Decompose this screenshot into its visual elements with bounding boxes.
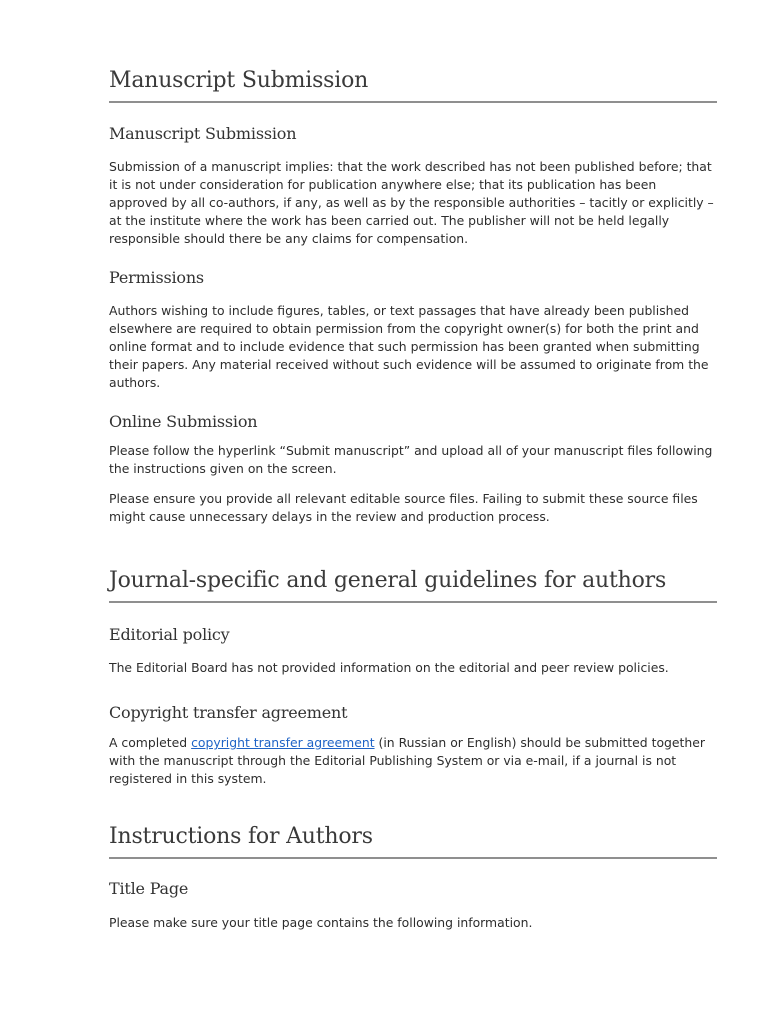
copyright-suffix-text: (in Russian or English) should be submitted together with the manuscript through the Editorial Publishing System or via e-mail, if a journal is not registered in this system. (109, 735, 705, 786)
section-heading-manuscript-submission: Manuscript Submission (109, 68, 717, 103)
paragraph-manuscript-submission: Submission of a manuscript implies: that the work described has not been published before; that it is not under consideration for publication anywhere else; that its publication has been approved by all co-authors, if any, as well as by the responsible authorities – tacitly or explicitly – at the institute where the work has been carried out. The publisher will not be held legally responsible should there be any claims for compensation. (109, 159, 714, 246)
copyright-prefix-text: A completed (109, 735, 192, 750)
copyright-transfer-agreement-link[interactable]: copyright transfer agreement (191, 735, 375, 750)
paragraph-title-page: Please make sure your title page contains the following information. (109, 915, 533, 930)
subheading-manuscript-submission: Manuscript Submission (109, 124, 297, 143)
subheading-online-submission: Online Submission (109, 412, 258, 431)
subheading-title-page: Title Page (109, 879, 189, 898)
subheading-editorial-policy: Editorial policy (109, 625, 230, 644)
paragraph-online-submission-1: Please follow the hyperlink “Submit manuscript” and upload all of your manuscript files following the instructions given on the screen. (109, 443, 713, 476)
subheading-permissions: Permissions (109, 268, 204, 287)
paragraph-online-submission-2: Please ensure you provide all relevant editable source files. Failing to submit these source files might cause unnecessary delays in the review and production process. (109, 491, 698, 524)
paragraph-permissions: Authors wishing to include figures, tables, or text passages that have already been published elsewhere are required to obtain permission from the copyright owner(s) for both the print and online format and to include evidence that such permission has been granted when submitting their papers. Any material received without such evidence will be assumed to originate from the authors. (109, 303, 709, 390)
paragraph-editorial-policy: The Editorial Board has not provided information on the editorial and peer review policies. (109, 660, 669, 675)
section-heading-journal-guidelines: Journal-specific and general guidelines for authors (109, 568, 717, 603)
paragraph-copyright-transfer (109, 734, 717, 788)
subheading-copyright-transfer: Copyright transfer agreement (109, 703, 348, 722)
section-heading-instructions-for-authors: Instructions for Authors (109, 824, 717, 859)
